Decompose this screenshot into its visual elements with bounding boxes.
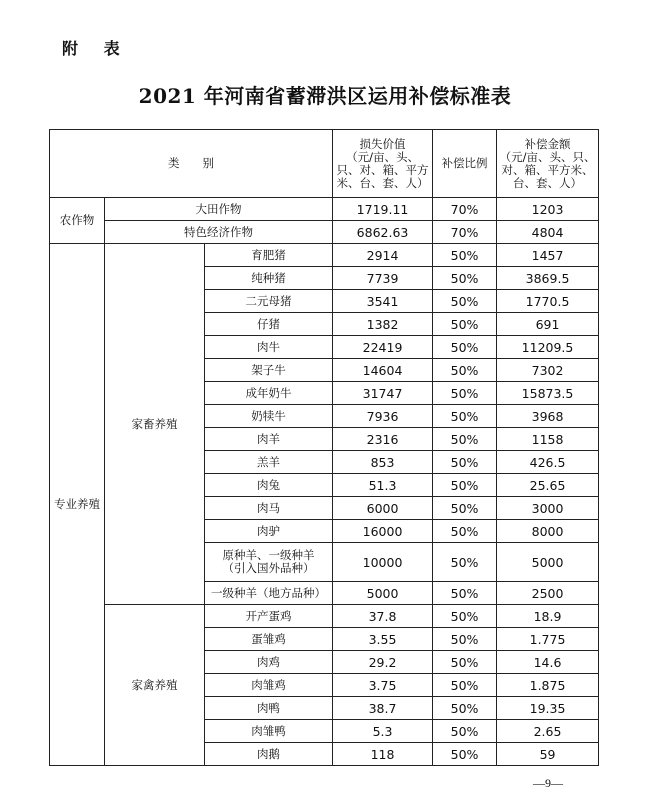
item-name-cell: 肉兔 [205,474,333,497]
amount-cell: 1770.5 [497,290,599,313]
page-number: —9— [533,776,563,790]
item-name-cell: 特色经济作物 [105,221,333,244]
amount-cell: 1.775 [497,628,599,651]
table-body [50,130,599,766]
ratio-cell: 50% [433,405,497,428]
loss-value-cell: 7936 [333,405,433,428]
loss-value-cell: 3.55 [333,628,433,651]
loss-value-cell: 2914 [333,244,433,267]
ratio-cell: 50% [433,651,497,674]
loss-value-cell: 118 [333,743,433,766]
loss-value-cell: 29.2 [333,651,433,674]
table-row [50,605,599,628]
table-row [50,198,599,221]
loss-value-cell: 14604 [333,359,433,382]
header-category: 类 别 [50,130,333,198]
loss-value-cell: 10000 [333,543,433,582]
header-loss-value [333,130,433,198]
amount-cell: 14.6 [497,651,599,674]
ratio-cell: 50% [433,451,497,474]
ratio-cell: 50% [433,497,497,520]
amount-cell: 3968 [497,405,599,428]
loss-value-cell: 3.75 [333,674,433,697]
amount-cell: 11209.5 [497,336,599,359]
item-name-cell: 肉羊 [205,428,333,451]
amount-cell: 426.5 [497,451,599,474]
loss-value-cell: 6862.63 [333,221,433,244]
loss-value-cell: 51.3 [333,474,433,497]
item-name-cell: 肉雏鸭 [205,720,333,743]
header-amount-text: 补偿金额 （元/亩、头、只、对、箱、平方米、台、套、人） [499,136,596,190]
group-specialized-farming: 专业养殖 [50,244,105,766]
loss-value-cell: 38.7 [333,697,433,720]
ratio-cell: 50% [433,520,497,543]
ratio-cell: 50% [433,674,497,697]
header-loss-value-text: 损失价值 （元/亩、头、只、对、箱、平方米、台、套、人） [336,136,429,190]
page-title: 2021 年河南省蓄滞洪区运用补偿标准表 [138,84,512,108]
amount-cell: 15873.5 [497,382,599,405]
item-name-cell: 成年奶牛 [205,382,333,405]
amount-cell: 1158 [497,428,599,451]
table-row [50,244,599,267]
ratio-cell: 50% [433,743,497,766]
ratio-cell: 50% [433,474,497,497]
subgroup-livestock: 家畜养殖 [105,244,205,605]
loss-value-cell: 5.3 [333,720,433,743]
item-name-cell: 肉牛 [205,336,333,359]
table-row [50,221,599,244]
ratio-cell: 50% [433,382,497,405]
item-name-cell: 奶犊牛 [205,405,333,428]
compensation-table [49,129,599,766]
item-name-cell: 二元母猪 [205,290,333,313]
ratio-cell: 50% [433,244,497,267]
ratio-cell: 50% [433,605,497,628]
item-name-cell: 肉雏鸡 [205,674,333,697]
amount-cell: 3869.5 [497,267,599,290]
header-amount [497,130,599,198]
item-name-cell: 羔羊 [205,451,333,474]
amount-cell: 2500 [497,582,599,605]
loss-value-cell: 7739 [333,267,433,290]
ratio-cell: 50% [433,543,497,582]
item-name-cell: 肉马 [205,497,333,520]
ratio-cell: 70% [433,221,497,244]
ratio-cell: 50% [433,720,497,743]
ratio-cell: 50% [433,582,497,605]
group-crops: 农作物 [50,198,105,244]
amount-cell: 1.875 [497,674,599,697]
ratio-cell: 50% [433,290,497,313]
loss-value-cell: 3541 [333,290,433,313]
amount-cell: 59 [497,743,599,766]
item-name-cell: 架子牛 [205,359,333,382]
header-ratio: 补偿比例 [433,130,497,198]
item-name-cell: 原种羊、一级种羊 （引入国外品种） [205,543,333,582]
amount-cell: 1203 [497,198,599,221]
ratio-cell: 50% [433,428,497,451]
item-name-cell: 一级种羊（地方品种） [205,582,333,605]
ratio-cell: 70% [433,198,497,221]
loss-value-cell: 22419 [333,336,433,359]
amount-cell: 2.65 [497,720,599,743]
amount-cell: 7302 [497,359,599,382]
ratio-cell: 50% [433,697,497,720]
amount-cell: 3000 [497,497,599,520]
ratio-cell: 50% [433,313,497,336]
item-name-cell: 肉鸡 [205,651,333,674]
subgroup-poultry: 家禽养殖 [105,605,205,766]
ratio-cell: 50% [433,336,497,359]
ratio-cell: 50% [433,628,497,651]
loss-value-cell: 5000 [333,582,433,605]
amount-cell: 25.65 [497,474,599,497]
item-name-cell: 纯种猪 [205,267,333,290]
amount-cell: 5000 [497,543,599,582]
item-name-cell: 育肥猪 [205,244,333,267]
loss-value-cell: 2316 [333,428,433,451]
amount-cell: 8000 [497,520,599,543]
loss-value-cell: 31747 [333,382,433,405]
ratio-cell: 50% [433,267,497,290]
amount-cell: 4804 [497,221,599,244]
item-name-cell: 仔猪 [205,313,333,336]
item-name-cell: 肉鹅 [205,743,333,766]
item-name-cell: 开产蛋鸡 [205,605,333,628]
amount-cell: 1457 [497,244,599,267]
item-name-cell: 蛋雏鸡 [205,628,333,651]
loss-value-cell: 16000 [333,520,433,543]
loss-value-cell: 1382 [333,313,433,336]
item-name-cell: 大田作物 [105,198,333,221]
amount-cell: 18.9 [497,605,599,628]
loss-value-cell: 6000 [333,497,433,520]
table-header-row [50,130,599,198]
ratio-cell: 50% [433,359,497,382]
loss-value-cell: 1719.11 [333,198,433,221]
loss-value-cell: 37.8 [333,605,433,628]
loss-value-cell: 853 [333,451,433,474]
item-name-cell: 肉驴 [205,520,333,543]
appendix-label: 附 表 [62,39,130,58]
item-name-cell: 肉鸭 [205,697,333,720]
amount-cell: 691 [497,313,599,336]
amount-cell: 19.35 [497,697,599,720]
